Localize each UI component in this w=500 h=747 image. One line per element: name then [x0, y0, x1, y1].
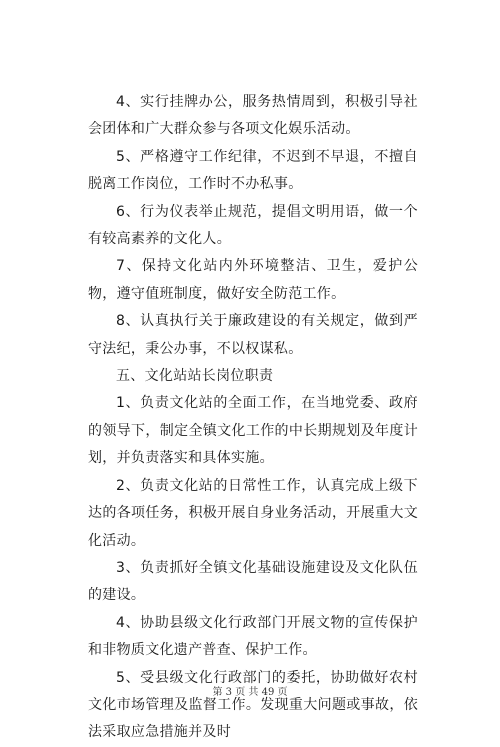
paragraph-rule-8: 8、认真执行关于廉政建设的有关规定，做到严守法纪，秉公办事，不以权谋私。	[88, 313, 418, 357]
paragraph-duty-4: 4、协助县级文化行政部门开展文物的宣传保护和非物质文化遗产普查、保护工作。	[88, 614, 418, 659]
paragraph-rule-4: 4、实行挂牌办公，服务热情周到，积极引导社会团体和广大群众参与各项文化娱乐活动。	[88, 94, 418, 138]
paragraph-duty-2: 2、负责文化站的日常性工作，认真完成上级下达的各项任务，积极开展自身业务活动，开展重大文化活动。	[88, 477, 418, 549]
document-body	[88, 89, 418, 747]
page-number-footer: 第 3 页 共 49 页	[212, 687, 288, 698]
section-heading: 五、文化站站长岗位职责	[116, 368, 274, 385]
paragraph-duty-1: 1、负责文化站的全面工作，在当地党委、政府的领导下，制定全镇文化工作的中长期规划及年度计划，并负责落实和具体实施。	[88, 395, 418, 467]
paragraph-duty-3: 3、负责抓好全镇文化基础设施建设及文化队伍的建设。	[88, 559, 418, 604]
paragraph-duty-5: 5、受县级文化行政部门的委托，协助做好农村文化市场管理及监督工作。发现重大问题或事故，依法采取应急措施并及时	[88, 669, 418, 741]
paragraph-rule-6: 6、行为仪表举止规范，提倡文明用语，做一个有较高素养的文化人。	[88, 203, 418, 248]
paragraph-rule-7: 7、保持文化站内外环境整洁、卫生，爱护公物，遵守值班制度，做好安全防范工作。	[88, 258, 418, 302]
paragraph-rule-5: 5、严格遵守工作纪律，不迟到不早退，不擅自脱离工作岗位，工作时不办私事。	[88, 148, 418, 193]
